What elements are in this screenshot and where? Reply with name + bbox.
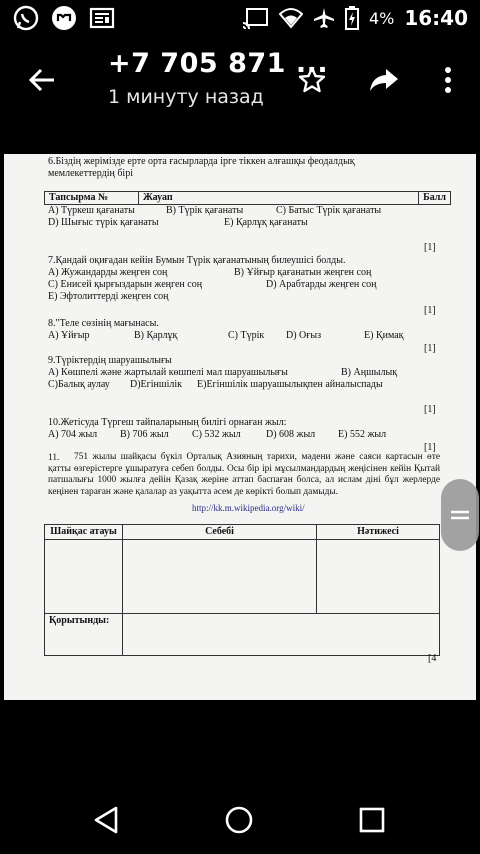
nav-recents-button[interactable]: [352, 800, 392, 840]
battery-icon: [345, 6, 359, 30]
sent-time: 1 минуту назад: [108, 86, 264, 108]
col-answer: Жауап: [139, 192, 419, 205]
status-bar: [0, 0, 480, 36]
nav-home-button[interactable]: [219, 800, 259, 840]
col-score: Балл: [419, 192, 451, 205]
q8-text: 8."Теле сөзінің мағынасы.: [48, 318, 159, 329]
forward-button[interactable]: [364, 62, 404, 98]
battle-table: [44, 524, 440, 656]
q9-opt-c: C)Балық аулау: [48, 379, 110, 390]
triangle-back-icon: [92, 805, 120, 835]
q10-opt-a: A) 704 жыл: [48, 429, 98, 440]
q9-text: 9.Түріктердің шаруашылығы: [48, 355, 172, 366]
q6-opt-e: E) Қарлұқ қағанаты: [224, 217, 308, 228]
q8-opt-d: D) Оғыз: [286, 330, 322, 341]
q10-opt-b: B) 706 жыл: [120, 429, 169, 440]
q9-opt-a: A) Көшпелі және жартылай көшпелі мал шаруашылығы: [48, 367, 288, 378]
drag-handle-icon: [449, 507, 471, 523]
q6-text-line1: 6.Біздің жерімізде ерте орта ғасырларда іргe тіккен алғашқы феодалдық: [48, 156, 355, 167]
q6-opt-c: C) Батыс Түрік қағанаты: [276, 205, 382, 216]
q7-opt-a: A) Жужандарды жеңген соң: [48, 267, 168, 278]
nav-back-button[interactable]: [86, 800, 126, 840]
messenger-icon: [50, 4, 78, 32]
q6-opt-d: D) Шығыс түрік қағанаты: [48, 217, 159, 228]
col-task: Тапсырма №: [45, 192, 139, 205]
star-icon: [297, 65, 327, 95]
q7-mark: [1]: [424, 305, 436, 316]
wiki-link[interactable]: http://kk.m.wikipedia.org/wiki/: [192, 503, 305, 513]
system-indicators: [243, 6, 468, 30]
answer-table: [44, 191, 451, 205]
cast-icon: [243, 7, 269, 29]
grid-col-result: Нәтижесі: [317, 525, 440, 540]
q11-text: 751 жылы шайқасы бүкіл Орталық Азияның тарихи, мәдени және саяси картасын өте қатты өзгерістерге ұшыратуға себеп болды. Осы бір ірі мұсылмандардың жеңісінен кейін Қытай патшалығы 1000 жылға дейін Қазақ жеріне аттап баспаған болса, ал ислам діні бұл жерлерде кеңінен тараған және қалалар аз уақытта әсем де көрікті болып дамыды.: [48, 452, 440, 497]
q6-opt-b: B) Түрік қағанаты: [166, 205, 244, 216]
sender-title: +7 705 871 ...: [108, 48, 329, 79]
grid-col-reason: Себебі: [123, 525, 317, 540]
grid-cell: [123, 540, 317, 614]
q8-mark: [1]: [424, 343, 436, 354]
photo-viewer[interactable]: [4, 154, 476, 700]
more-options-button[interactable]: [428, 62, 468, 98]
q6-text-line2: мемлекеттердің бірі: [48, 168, 133, 179]
q10-opt-c: C) 532 жыл: [192, 429, 241, 440]
grid-cell: [317, 540, 440, 614]
q8-opt-e: E) Қимақ: [364, 330, 404, 341]
q6-opt-a: A) Түркеш қағанаты: [48, 205, 135, 216]
q10-opt-d: D) 608 жыл: [266, 429, 316, 440]
top-app-bar: [0, 36, 480, 154]
conclusion-label: Қорытынды:: [45, 614, 123, 656]
q10-mark: [1]: [424, 442, 436, 453]
page-mark: [4: [428, 653, 437, 664]
grid-cell: [45, 540, 123, 614]
q7-text: 7.Қандай оқиғадан кейін Бумын Түрік қағанатының билеушісі болды.: [48, 255, 346, 266]
fast-scroll-handle[interactable]: [441, 479, 479, 551]
circle-home-icon: [223, 804, 255, 836]
grid-col-battle: Шайқас атауы: [45, 525, 123, 540]
q11-number: 11.: [48, 453, 60, 463]
news-icon: [88, 4, 116, 32]
q9-mark: [1]: [424, 404, 436, 415]
q7-opt-d: D) Арабтарды жеңген соң: [266, 279, 377, 290]
q9-opt-d: D)Егіншілік: [130, 379, 182, 390]
clock: 16:40: [404, 6, 468, 30]
q9-opt-b: B) Аңшылық: [341, 367, 398, 378]
square-recents-icon: [358, 806, 386, 834]
conclusion-cell: [123, 614, 440, 656]
q7-opt-e: E) Эфтолиттерді жеңген соң: [48, 291, 169, 302]
q8-opt-b: B) Қарлұқ: [134, 330, 178, 341]
arrow-back-icon: [28, 67, 56, 93]
more-vert-icon: [444, 66, 452, 94]
whatsapp-icon: [12, 4, 40, 32]
q10-opt-e: E) 552 жыл: [338, 429, 387, 440]
q10-text: 10.Жетісуда Түргеш тайпаларының билігі орнаған жыл:: [48, 417, 287, 428]
q8-opt-c: C) Түрік: [228, 330, 265, 341]
q9-opt-e: E)Егіншілік шаруашылықпен айналыспады: [197, 379, 383, 390]
battery-percent: 4%: [368, 8, 395, 28]
forward-icon: [368, 67, 400, 93]
q7-opt-b: B) Ұйғыр қағанатын жеңген соң: [234, 267, 372, 278]
star-button[interactable]: [292, 62, 332, 98]
q6-mark: [1]: [424, 242, 436, 253]
wifi-icon: [279, 7, 303, 29]
notification-icons: [12, 4, 116, 32]
navigation-bar: [0, 782, 480, 854]
q8-opt-a: A) Ұйғыр: [48, 330, 90, 341]
q7-opt-c: C) Енисей қырғыздарын жеңген соң: [48, 279, 203, 290]
airplane-icon: [313, 7, 335, 29]
back-button[interactable]: [20, 62, 64, 98]
